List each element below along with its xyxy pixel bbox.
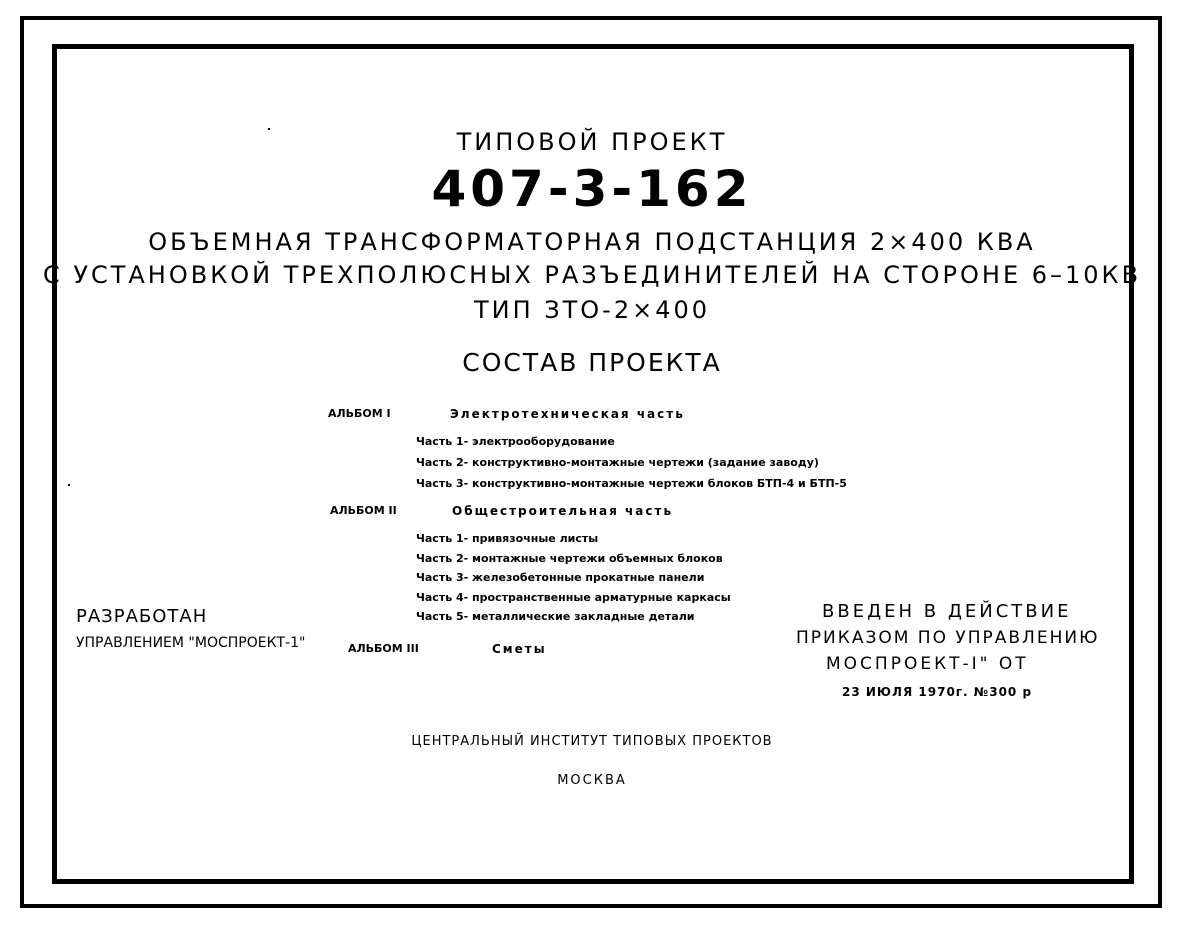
stray-mark (68, 484, 70, 486)
album-2-part-5: Часть 5- металлические закладные детали (416, 610, 695, 623)
album-2-label: АЛЬБОМ II (330, 504, 397, 517)
developer-line-1: РАЗРАБОТАН (76, 606, 208, 627)
approval-date: 23 ИЮЛЯ 1970г. №300 р (842, 685, 1033, 699)
album-2-part-2: Часть 2- монтажные чертежи объемных блоков (416, 552, 723, 565)
album-2-part-1: Часть 1- привязочные листы (416, 532, 599, 545)
title-line-1: ОБЪЕМНАЯ ТРАНСФОРМАТОРНАЯ ПОДСТАНЦИЯ 2×400 КВА (148, 228, 1036, 256)
title-line-3: ТИП ЗТО-2×400 (473, 296, 711, 324)
album-1-label: АЛЬБОМ I (328, 407, 391, 420)
title-line-2: С УСТАНОВКОЙ ТРЕХПОЛЮСНЫХ РАЗЪЕДИНИТЕЛЕЙ НА СТОРОНЕ 6–10КВ (42, 261, 1142, 289)
album-2-part-3: Часть 3- железобетонные прокатные панели (416, 571, 705, 584)
album-1-name: Электротехническая часть (450, 407, 685, 421)
album-2-part-4: Часть 4- пространственные арматурные каркасы (416, 591, 731, 604)
album-2-name: Общестроительная часть (452, 504, 674, 518)
approval-line-1: ВВЕДЕН В ДЕЙСТВИЕ (822, 601, 1072, 622)
project-type-label: ТИПОВОЙ ПРОЕКТ (456, 128, 728, 156)
album-1-part-2: Часть 2- конструктивно-монтажные чертежи (задание заводу) (416, 456, 819, 469)
institute-name: ЦЕНТРАЛЬНЫЙ ИНСТИТУТ ТИПОВЫХ ПРОЕКТОВ (411, 734, 773, 749)
city: МОСКВА (557, 773, 627, 788)
album-1-part-3: Часть 3- конструктивно-монтажные чертежи блоков БТП-4 и БТП-5 (416, 477, 847, 490)
project-number: 407-3-162 (431, 160, 753, 218)
approval-line-3: МОСПРОЕКТ-I" ОТ (826, 654, 1029, 674)
album-3-name: Сметы (492, 642, 547, 656)
approval-line-2: ПРИКАЗОМ ПО УПРАВЛЕНИЮ (796, 628, 1100, 648)
composition-heading: СОСТАВ ПРОЕКТА (462, 348, 722, 377)
developer-line-2: УПРАВЛЕНИЕМ "МОСПРОЕКТ-1" (76, 635, 306, 651)
album-3-label: АЛЬБОМ III (348, 642, 419, 655)
album-1-part-1: Часть 1- электрооборудование (416, 435, 615, 448)
